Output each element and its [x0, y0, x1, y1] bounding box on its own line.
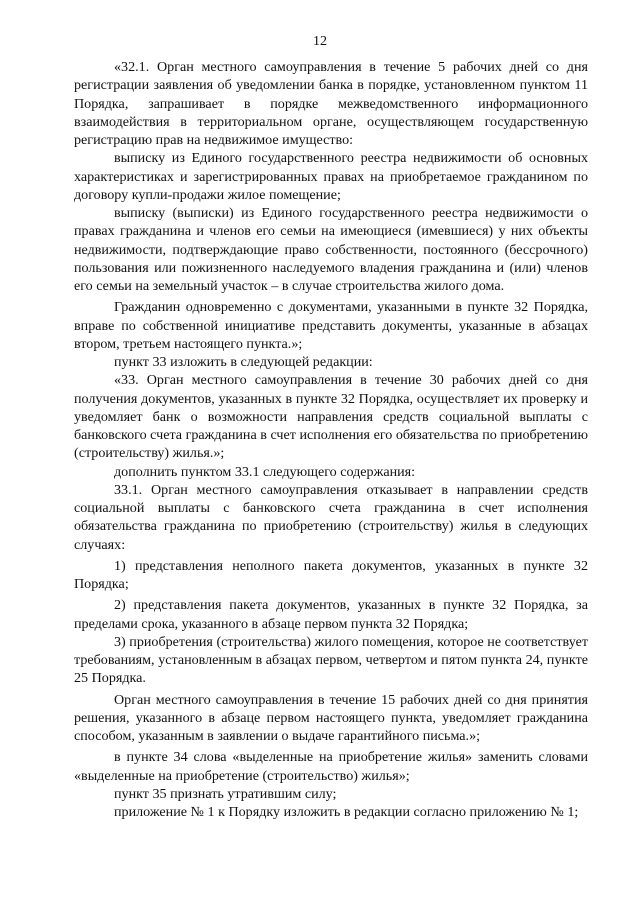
paragraph-32-1: «32.1. Орган местного самоуправления в течение 5 рабочих дней со дня регистрации заявления об уведомлении банка в порядке, установленном пунктом 11 Порядка, запрашивает в порядке межведомственного информационного взаимодействия в территориальном органе, осуществляющем государственную регистрацию прав на недвижимое имущество:	[74, 59, 588, 148]
paragraph-appendix-1: приложение № 1 к Порядку изложить в редакции согласно приложению № 1;	[114, 804, 579, 820]
paragraph-notification: Орган местного самоуправления в течение 15 рабочих дней со дня принятия решения, указанного в абзаце первом настоящего пункта, уведомляет гражданина способом, указанным в заявлении о выдаче гарантийного письма.»;	[74, 691, 588, 744]
paragraph-refusal-case-1: 1) представления неполного пакета документов, указанных в пункте 32 Порядка;	[74, 557, 588, 592]
paragraph-point-35: пункт 35 признать утратившим силу;	[114, 785, 337, 802]
page-number: 12	[313, 34, 327, 49]
paragraph-point-33: «33. Орган местного самоуправления в течение 30 рабочих дней со дня получения документов, указанных в пункте 32 Порядка, осуществляет их проверку и уведомляет банк о возможности направления средств социальной выплаты с банковского счета гражданина в счет исполнения его обязательства по приобретению (строительству) жилья.»;	[74, 372, 588, 462]
paragraph-extract-rights: выписку (выписки) из Единого государственного реестра недвижимости о правах гражданина и членов его семьи на имеющиеся (имевшиеся) у них объекты недвижимости, подтверждающие право собственности, постоянного (бессрочного) пользования или пожизненного наследуемого владения гражданина и (или) членов его семьи на земельный участок – в случае строительства жилого дома.	[74, 205, 588, 294]
paragraph-extract-characteristics: выписку из Единого государственного реестра недвижимости об основных характеристиках и зарегистрированных правах на приобретаемое гражданином по договору купли-продажи жилое помещение;	[74, 150, 588, 203]
document-body	[74, 58, 588, 821]
paragraph-point-33-1-intro: дополнить пунктом 33.1 следующего содержания:	[114, 463, 416, 480]
paragraph-refusal-case-3: 3) приобретения (строительства) жилого помещения, которое не соответствует требованиям, установленным в абзацах первом, четвертом и пятом пункта 24, пункте 25 Порядка.	[74, 633, 588, 687]
paragraph-point-33-1: 33.1. Орган местного самоуправления отказывает в направлении средств социальной выплаты с банковского счета гражданина в счет исполнения обязательства гражданина по приобретению (строительству) жилья в следующих случаях:	[74, 481, 588, 553]
paragraph-refusal-case-2: 2) представления пакета документов, указанных в пункте 32 Порядка, за пределами срока, указанного в абзаце первом пункта 32 Порядка;	[74, 597, 588, 632]
paragraph-point-34: в пункте 34 слова «выделенные на приобретение жилья» заменить словами «выделенные на приобретение (строительство) жилья»;	[74, 749, 588, 784]
paragraph-citizen-documents: Гражданин одновременно с документами, указанными в пункте 32 Порядка, вправе по собственной инициативе представить документы, указанные в абзацах втором, третьем настоящего пункта.»;	[74, 299, 588, 352]
paragraph-point-33-intro: пункт 33 изложить в следующей редакции:	[114, 354, 373, 370]
